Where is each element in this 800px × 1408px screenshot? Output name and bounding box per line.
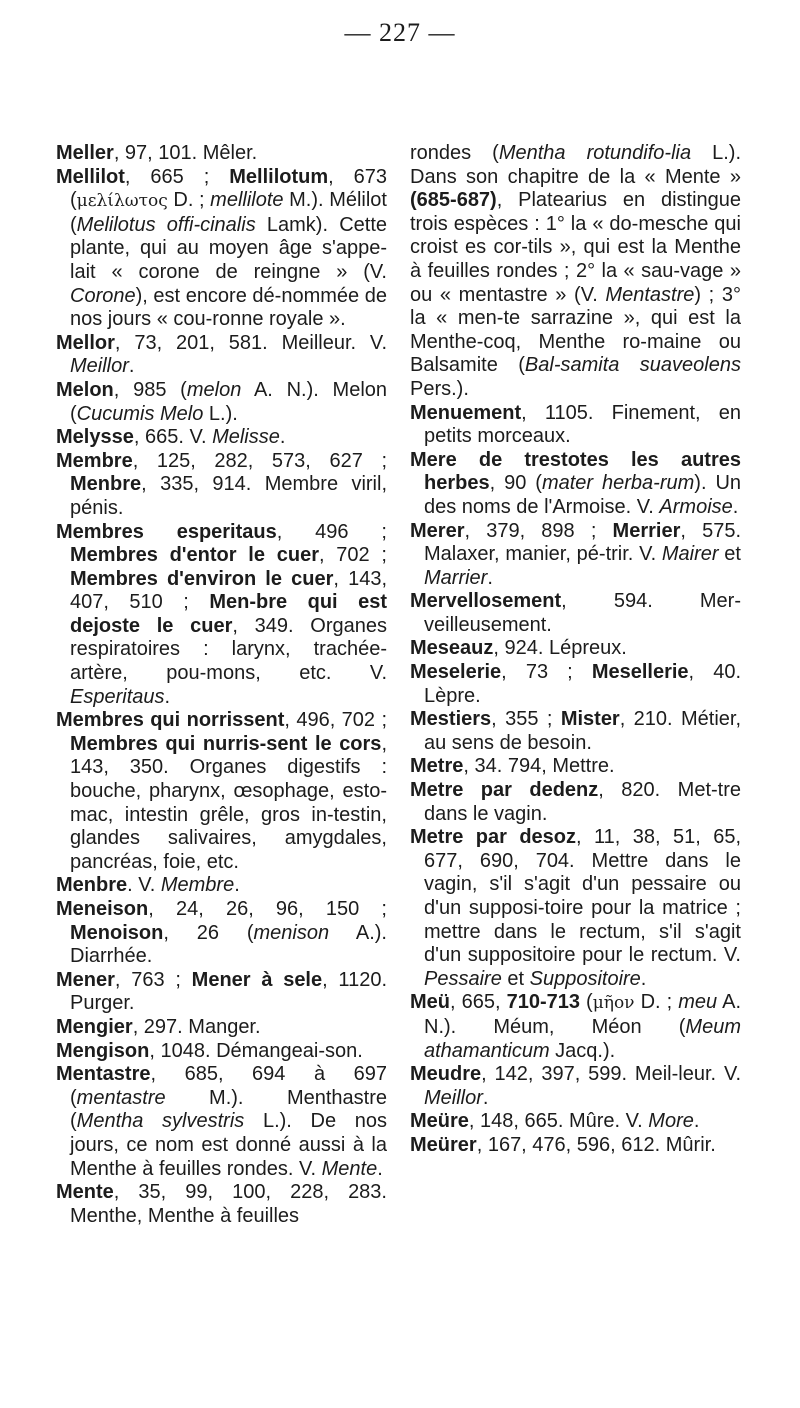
italic-term: Suppositoire bbox=[529, 967, 641, 990]
entry-text: , 26 ( bbox=[163, 921, 254, 944]
index-entry bbox=[410, 661, 741, 708]
headword: Meseauz bbox=[410, 637, 494, 660]
entry-text: . bbox=[487, 566, 493, 589]
index-entry bbox=[410, 637, 741, 661]
index-entry bbox=[56, 379, 387, 426]
entry-text: L.). De nos jours, ce nom est donné aussi à la Menthe à feuilles rondes. V. bbox=[70, 1110, 387, 1180]
entry-text: . bbox=[640, 967, 647, 990]
index-entry bbox=[56, 1063, 387, 1181]
italic-term: Mentha rotundifo-lia bbox=[498, 142, 692, 164]
entry-text: , 673 ( bbox=[70, 165, 388, 212]
entry-text: , 73 ; bbox=[501, 661, 592, 684]
entry-text: , 335, 914. Membre viril, pénis. bbox=[70, 473, 387, 519]
page-number: — 227 — bbox=[344, 18, 456, 47]
entry-text: D. ; bbox=[167, 189, 211, 212]
italic-term: Meillor bbox=[70, 355, 129, 378]
italic-term: Marrier bbox=[424, 566, 488, 589]
entry-text: L.). Dans son chapitre de la « Mente » bbox=[410, 142, 741, 188]
entry-text: ( bbox=[580, 991, 593, 1014]
index-entry bbox=[410, 590, 741, 637]
italic-term: Mentha sylvestris bbox=[76, 1110, 245, 1133]
italic-term: Melisse bbox=[212, 426, 280, 449]
headword: Mengison bbox=[56, 1039, 150, 1062]
entry-text: . bbox=[279, 426, 286, 449]
italic-term: Melilotus offi-cinalis bbox=[76, 213, 256, 236]
entry-text: , 820. Met-tre dans le vagin. bbox=[424, 779, 742, 825]
index-entry bbox=[410, 755, 741, 779]
index-entry bbox=[410, 779, 741, 826]
entry-text: , 1120. Purger. bbox=[70, 968, 387, 1015]
headword: Men-bre qui est dejoste le cuer bbox=[70, 591, 387, 637]
italic-term: Meum athamanticum bbox=[424, 1015, 741, 1062]
headword: Membres qui nurris-sent le cors bbox=[70, 732, 382, 755]
headword: Membres d'environ le cuer bbox=[70, 567, 334, 590]
headword: Meüre bbox=[410, 1110, 469, 1133]
index-entry bbox=[410, 402, 741, 449]
headword: Meller bbox=[56, 142, 114, 164]
italic-term: mellilote bbox=[210, 189, 284, 212]
index-entry bbox=[410, 449, 741, 520]
entry-text: Jacq.). bbox=[549, 1039, 616, 1062]
entry-text: rondes ( bbox=[410, 142, 499, 164]
headword: Meü bbox=[410, 991, 450, 1014]
entry-text: , 34. 794, Mettre. bbox=[463, 755, 615, 778]
entry-text: , 665. V. bbox=[133, 426, 213, 449]
headword: Meneison bbox=[56, 898, 149, 920]
entry-text: , 90 ( bbox=[489, 472, 542, 495]
italic-term: Corone bbox=[70, 284, 136, 307]
entry-text: , Platearius en distingue trois espèces : 1° la « do-mesche qui croist es cor-tils », qui est la Menthe à feuilles rondes ; 2° la « sau-vage » ou « mentastre » (V. bbox=[410, 189, 741, 306]
entry-text: , 97, 101. Mêler. bbox=[113, 142, 258, 164]
index-entry bbox=[56, 426, 387, 450]
entry-text: . bbox=[164, 685, 171, 708]
entry-text: , 1105. Finement, en petits morceaux. bbox=[424, 401, 741, 448]
entry-text: , 763 ; bbox=[114, 968, 192, 991]
index-entry bbox=[56, 1181, 387, 1228]
headword: Menbre bbox=[70, 473, 142, 496]
index-entry bbox=[56, 166, 387, 332]
entry-text: ), est encore dé-nommée de nos jours « cou-ronne royale ». bbox=[70, 284, 387, 331]
entry-text: , 143, 407, 510 ; bbox=[70, 567, 387, 614]
index-entry bbox=[410, 1110, 741, 1134]
italic-term: Mentastre bbox=[605, 283, 695, 306]
entry-text: , 142, 397, 599. Meil-leur. V. bbox=[481, 1063, 741, 1086]
italic-term: Bal-samita suaveolens bbox=[524, 354, 741, 377]
entry-text: , 575. Malaxer, manier, pé-trir. V. bbox=[424, 519, 742, 566]
index-entry bbox=[56, 142, 387, 166]
index-entry bbox=[410, 1063, 741, 1110]
headword: Metre par dedenz bbox=[410, 779, 599, 802]
entry-text: , 985 ( bbox=[113, 378, 187, 401]
headword: Menoison bbox=[70, 921, 164, 944]
italic-term: Esperitaus bbox=[70, 685, 165, 708]
entry-text: , 1048. Démangeai-son. bbox=[149, 1039, 363, 1062]
italic-term: Membre bbox=[160, 874, 235, 897]
italic-term: Armoise bbox=[659, 495, 733, 518]
italic-term: Cucumis Melo bbox=[76, 402, 204, 425]
headword: Mente bbox=[56, 1181, 114, 1204]
index-entry bbox=[56, 709, 387, 874]
headword: (685-687) bbox=[410, 189, 497, 212]
index-entry bbox=[410, 520, 741, 591]
entry-text: , 355 ; bbox=[491, 708, 561, 731]
entry-text: , 11, 38, 51, 65, 677, 690, 704. Mettre dans le vagin, s'il s'agit d'un pessaire ou d'un supposi-toire pour la matrice ; mettre dans le rectum, s'il s'agit d'un suppositoire pour le rectum. V. bbox=[424, 826, 742, 967]
italic-term: menison bbox=[253, 921, 330, 944]
entry-text: , 924. Lépreux. bbox=[493, 637, 627, 660]
headword: Meürer bbox=[410, 1133, 477, 1156]
entry-text: , 143, 350. Organes digestifs : bouche, pharynx, œsophage, esto-mac, intestin grêle, gros in-testin, glandes salivaires, amygdales, pancréas, foie, etc. bbox=[70, 732, 387, 873]
headword: Mere de trestotes les autres herbes bbox=[410, 448, 741, 495]
headword: Membre bbox=[56, 449, 133, 472]
entry-text: M.). Menthastre ( bbox=[70, 1086, 387, 1133]
headword: 710-713 bbox=[506, 991, 580, 1014]
index-entry bbox=[410, 708, 741, 755]
italic-term: Meillor bbox=[424, 1086, 483, 1109]
headword: Mengier bbox=[56, 1015, 133, 1038]
entry-text: , 496, 702 ; bbox=[284, 709, 388, 732]
entry-text: , 40. Lèpre. bbox=[424, 661, 741, 707]
entry-text: , 73, 201, 581. Meilleur. V. bbox=[114, 331, 387, 354]
headword: Metre par desoz bbox=[410, 826, 577, 849]
index-entry-continuation bbox=[410, 142, 741, 402]
headword: Membres esperitaus bbox=[56, 520, 277, 543]
entry-text: D. ; bbox=[634, 991, 679, 1014]
entry-text: , 379, 898 ; bbox=[464, 519, 613, 542]
index-entry bbox=[56, 332, 387, 379]
index-entry bbox=[56, 1040, 387, 1064]
headword: Merrier bbox=[612, 519, 681, 542]
entry-text: Pers.). bbox=[410, 377, 469, 400]
entry-text: , 702 ; bbox=[318, 544, 387, 567]
entry-text: et bbox=[501, 967, 530, 990]
headword: Metre bbox=[410, 755, 464, 778]
entry-text: , 35, 99, 100, 228, 283. Menthe, Menthe à feuilles bbox=[70, 1181, 387, 1227]
headword: Melon bbox=[56, 378, 114, 401]
entry-text: . bbox=[693, 1110, 700, 1133]
headword: Mervellosement bbox=[410, 590, 562, 613]
index-entry bbox=[56, 898, 387, 969]
headword: Merer bbox=[410, 519, 465, 542]
entry-text: , 665, bbox=[450, 991, 507, 1014]
greek-term: μῆον bbox=[592, 993, 635, 1014]
entry-text: L.). bbox=[203, 402, 238, 425]
entry-text: . V. bbox=[127, 874, 161, 897]
headword: Mellilotum bbox=[229, 165, 329, 188]
index-entry bbox=[410, 991, 741, 1063]
italic-term: Pessaire bbox=[424, 967, 502, 990]
headword: Mister bbox=[560, 708, 620, 731]
italic-term: meu bbox=[678, 991, 718, 1014]
index-column-left bbox=[56, 142, 387, 1228]
entry-text: , 148, 665. Mûre. V. bbox=[468, 1110, 649, 1133]
italic-term: mater herba-rum bbox=[541, 472, 695, 495]
entry-text: ) ; 3° la « men-te sarrazine », qui est la Menthe-coq, Menthe ro-maine ou Balsamite ( bbox=[410, 283, 742, 377]
headword: Meselerie bbox=[410, 661, 502, 684]
entry-text: Lamk). Cette plante, qui au moyen âge s'appe-lait « corone de reingne » (V. bbox=[70, 213, 388, 283]
headword: Membres qui norrissent bbox=[56, 709, 285, 732]
italic-term: mentastre bbox=[76, 1086, 166, 1109]
entry-text: et bbox=[718, 543, 741, 566]
headword: Meudre bbox=[410, 1063, 482, 1086]
headword: Mellilot bbox=[56, 165, 125, 188]
entry-text: , 594. Mer-veilleusement. bbox=[424, 590, 741, 636]
entry-text: . bbox=[482, 1086, 489, 1109]
entry-text: , 349. Organes respiratoires : larynx, trachée-artère, pou-mons, etc. V. bbox=[70, 614, 387, 685]
index-entry bbox=[410, 826, 741, 991]
entry-text: , 665 ; bbox=[124, 165, 230, 188]
index-entry bbox=[410, 1134, 741, 1158]
headword: Melysse bbox=[56, 426, 134, 449]
entry-text: , 125, 282, 573, 627 ; bbox=[132, 449, 387, 472]
italic-term: Mente bbox=[321, 1157, 378, 1180]
entry-text: . bbox=[128, 355, 135, 378]
headword: Mestiers bbox=[410, 708, 492, 731]
headword: Mesellerie bbox=[591, 661, 689, 684]
entry-text: , 297. Manger. bbox=[132, 1015, 261, 1038]
index-column-right bbox=[410, 142, 741, 1158]
entry-text: A. N.). Melon ( bbox=[70, 378, 388, 425]
entry-text: , 496 ; bbox=[276, 520, 387, 543]
entry-text: , 24, 26, 96, 150 ; bbox=[148, 898, 387, 920]
headword: Menuement bbox=[410, 401, 522, 424]
entry-text: . bbox=[377, 1157, 383, 1180]
headword: Menbre bbox=[56, 874, 128, 897]
italic-term: More bbox=[648, 1110, 694, 1133]
greek-term: μελίλωτος bbox=[76, 191, 168, 212]
entry-text: ). Un des noms de l'Armoise. V. bbox=[424, 472, 742, 518]
entry-text: , 167, 476, 596, 612. Mûrir. bbox=[476, 1133, 716, 1156]
index-entry bbox=[56, 969, 387, 1016]
entry-text: , 210. Métier, au sens de besoin. bbox=[424, 708, 741, 754]
entry-text: , 685, 694 à 697 ( bbox=[70, 1063, 387, 1109]
headword: Mener bbox=[56, 968, 115, 991]
headword: Mellor bbox=[56, 331, 115, 354]
entry-text: M.). Mélilot ( bbox=[70, 189, 387, 236]
entry-text: A.). Diarrhée. bbox=[70, 921, 387, 968]
italic-term: Mairer bbox=[661, 543, 719, 566]
index-entry bbox=[56, 521, 387, 710]
entry-text: . bbox=[732, 495, 739, 518]
index-entry bbox=[56, 874, 387, 898]
index-entry bbox=[56, 1016, 387, 1040]
index-entry bbox=[56, 450, 387, 521]
entry-text: A. N.). Méum, Méon ( bbox=[424, 991, 741, 1038]
headword: Membres d'entor le cuer bbox=[70, 544, 319, 567]
entry-text: . bbox=[234, 874, 240, 897]
headword: Mener à sele bbox=[191, 968, 323, 991]
headword: Mentastre bbox=[56, 1063, 151, 1086]
italic-term: melon bbox=[186, 378, 242, 401]
